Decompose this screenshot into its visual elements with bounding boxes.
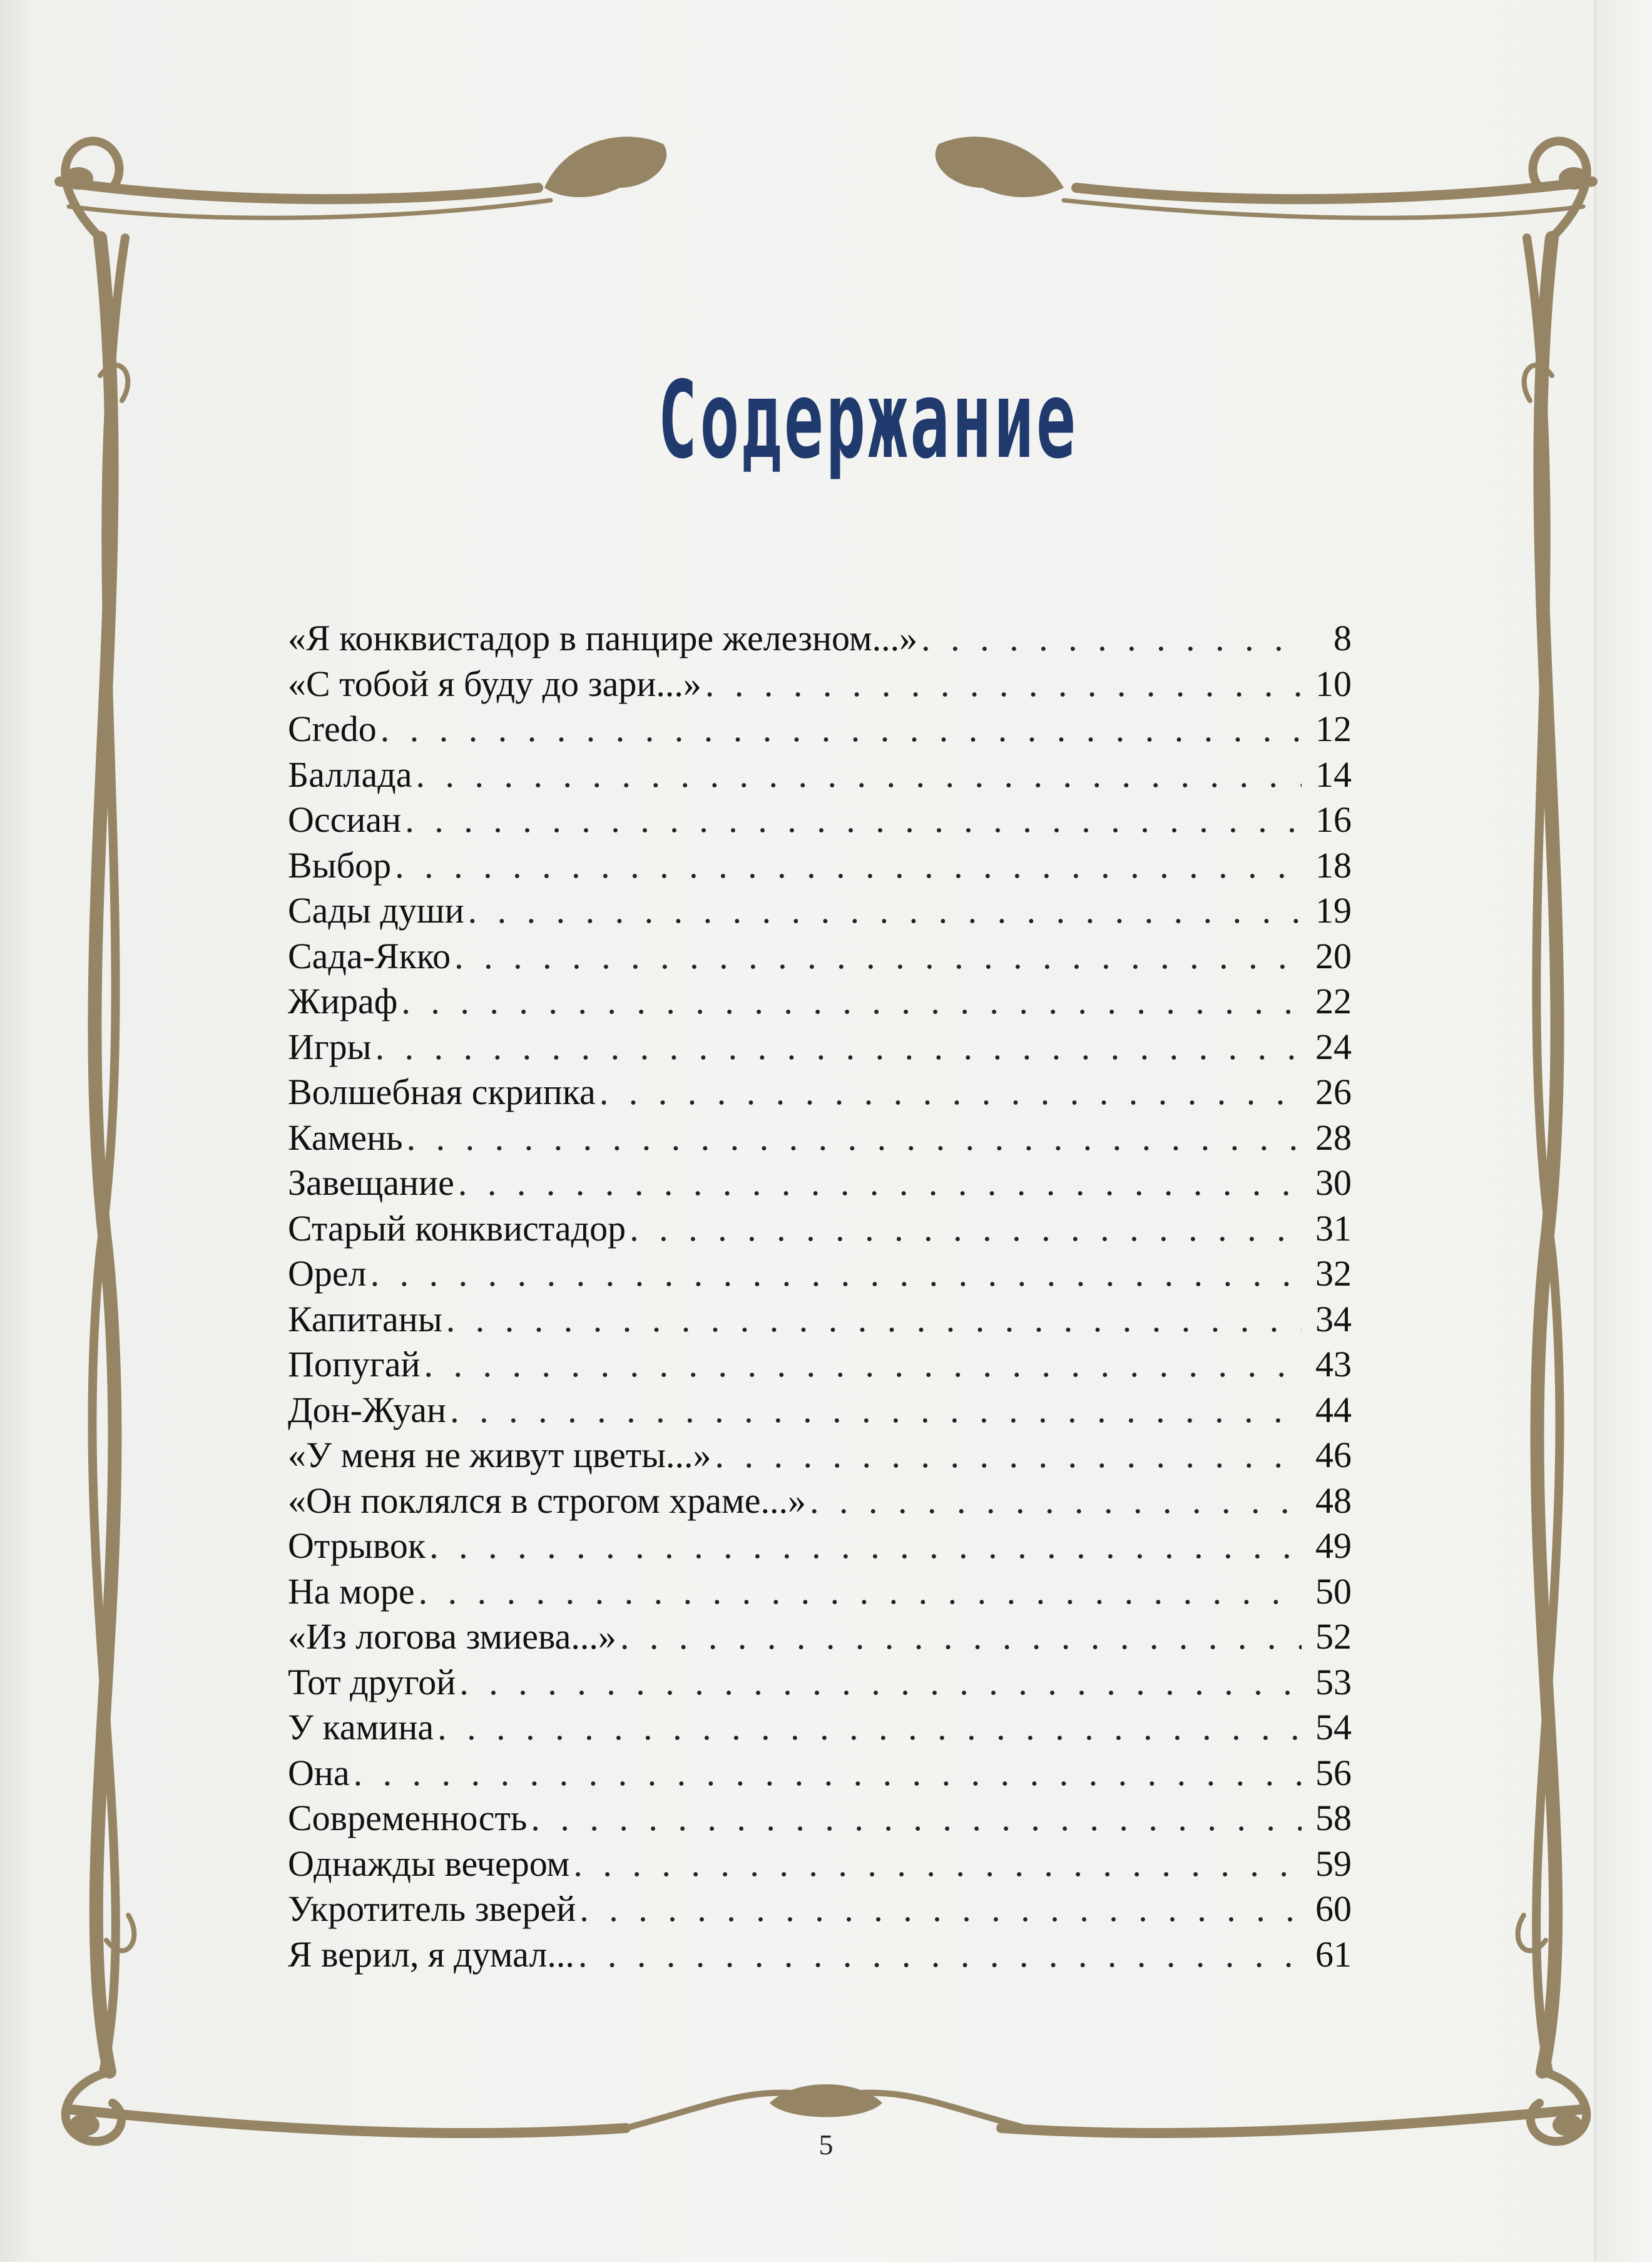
toc-entry[interactable] [288, 1252, 1352, 1298]
toc-entry-page: 46 [1315, 1435, 1352, 1475]
toc-entry-title: Credo [288, 709, 377, 749]
dot-leader [437, 1706, 1302, 1748]
toc-entry-page: 31 [1315, 1207, 1352, 1249]
dot-leader [416, 754, 1302, 796]
toc-entry-page: 49 [1315, 1525, 1352, 1566]
dot-leader [450, 1389, 1302, 1431]
toc-entry-page: 50 [1315, 1570, 1352, 1612]
toc-entry[interactable] [288, 1071, 1352, 1117]
dot-leader [620, 1615, 1302, 1657]
toc-entry-title: Современность [288, 1798, 528, 1838]
toc-entry[interactable] [288, 663, 1352, 709]
toc-entry-page: 18 [1315, 844, 1352, 886]
toc-entry-title: Баллада [288, 754, 412, 795]
toc-entry-title: «С тобой я буду до зари...» [288, 663, 701, 704]
frame-top-left-bar [59, 182, 538, 199]
toc-entry[interactable] [288, 1706, 1352, 1752]
toc-entry[interactable] [288, 1207, 1352, 1253]
dot-leader [429, 1525, 1302, 1567]
frame-bud-top-left [63, 167, 93, 190]
toc-entry[interactable] [288, 1117, 1352, 1162]
toc-entry[interactable] [288, 1797, 1352, 1843]
dot-leader [578, 1933, 1302, 1975]
page-number: 5 [818, 2129, 834, 2161]
toc-entry[interactable] [288, 1525, 1352, 1570]
toc-entry-title: «Он поклялся в строгом храме...» [288, 1480, 806, 1521]
toc-entry-page: 56 [1315, 1752, 1352, 1793]
toc-entry-title: На море [288, 1570, 415, 1612]
toc-entry-page: 14 [1315, 754, 1352, 795]
frame-bottom-left-bar [69, 2109, 626, 2133]
toc-entry-title: Капитаны [288, 1298, 442, 1339]
dot-leader [459, 1661, 1302, 1703]
frame-bud-bottom-left [69, 2114, 99, 2136]
dot-leader [599, 1071, 1302, 1113]
frame-bud-bottom-right [1553, 2114, 1583, 2136]
toc-entry[interactable] [288, 617, 1352, 663]
toc-entry-page: 16 [1315, 799, 1352, 840]
dot-leader [405, 799, 1302, 841]
toc-entry[interactable] [288, 754, 1352, 799]
dot-leader [810, 1480, 1302, 1522]
dot-leader [424, 1343, 1302, 1385]
toc-entry-title: Я верил, я думал... [288, 1933, 574, 1975]
toc-entry-title: Сада-Якко [288, 935, 451, 976]
toc-entry[interactable] [288, 889, 1352, 935]
dot-leader [407, 1117, 1302, 1159]
toc-entry-title: Игры [288, 1026, 372, 1067]
toc-entry-title: Орел [288, 1253, 367, 1294]
dot-leader [468, 889, 1302, 931]
toc-entry[interactable] [288, 980, 1352, 1026]
toc-entry[interactable] [288, 1843, 1352, 1888]
toc-entry[interactable] [288, 1661, 1352, 1707]
toc-entry-title: Волшебная скрипка [288, 1072, 596, 1112]
toc-entry-title: У камина [288, 1707, 434, 1748]
toc-entry[interactable] [288, 1480, 1352, 1525]
toc-entry-title: Камень [288, 1117, 403, 1158]
dot-leader [579, 1888, 1302, 1930]
toc-entry-title: «Я конквистадор в панцире железном...» [288, 618, 918, 658]
toc-entry[interactable] [288, 1343, 1352, 1389]
toc-entry-title: Сады души [288, 890, 464, 931]
toc-entry-title: Старый конквистадор [288, 1207, 626, 1249]
toc-entry-page: 22 [1315, 981, 1352, 1021]
toc-entry-page: 48 [1315, 1480, 1352, 1521]
toc-entry-page: 32 [1315, 1253, 1352, 1294]
frame-tendril-left-bottom [106, 1915, 134, 1951]
toc-entry[interactable] [288, 799, 1352, 844]
toc-entry[interactable] [288, 1615, 1352, 1661]
toc-entry[interactable] [288, 1434, 1352, 1480]
toc-entry-page: 28 [1315, 1117, 1352, 1158]
toc-entry-title: Она [288, 1752, 350, 1793]
toc-entry-page: 24 [1315, 1026, 1352, 1067]
dot-leader [630, 1207, 1302, 1249]
toc-entry-title: Попугай [288, 1344, 421, 1384]
dot-leader [401, 980, 1302, 1022]
dot-leader [531, 1797, 1302, 1839]
toc-entry-title: Выбор [288, 844, 392, 886]
toc-entry-page: 58 [1315, 1798, 1352, 1838]
dot-leader [446, 1298, 1302, 1340]
dot-leader [370, 1252, 1302, 1294]
toc-entry-title: Однажды вечером [288, 1843, 570, 1884]
toc-entry-page: 10 [1315, 663, 1352, 704]
frame-bottom-right-bar [1001, 2109, 1583, 2133]
toc-entry-page: 26 [1315, 1072, 1352, 1112]
frame-leaf-top-right [936, 136, 1064, 197]
toc-entry-page: 54 [1315, 1707, 1352, 1748]
toc-entry-page: 19 [1315, 890, 1352, 931]
toc-entry[interactable] [288, 1888, 1352, 1933]
toc-entry-title: Завещание [288, 1162, 454, 1203]
toc-entry[interactable] [288, 1752, 1352, 1798]
toc-entry[interactable] [288, 1026, 1352, 1072]
toc-entry[interactable] [288, 844, 1352, 890]
frame-tendril-right-bottom [1518, 1915, 1546, 1951]
toc-entry-page: 12 [1315, 709, 1352, 749]
toc-entry-title: «Из логова змиева...» [288, 1616, 616, 1657]
toc-entry-page: 44 [1315, 1389, 1352, 1430]
toc-entry[interactable] [288, 1389, 1352, 1435]
toc-entry[interactable] [288, 1570, 1352, 1616]
frame-leaf-bottom-center [770, 2084, 882, 2117]
frame-bud-top-right [1559, 167, 1589, 190]
toc-entry-page: 53 [1315, 1661, 1352, 1702]
dot-leader [921, 617, 1302, 659]
dot-leader [395, 844, 1302, 886]
dot-leader [375, 1026, 1302, 1068]
toc-entry-title: Тот другой [288, 1661, 456, 1702]
toc-entry-page: 8 [1333, 618, 1352, 658]
dot-leader [705, 663, 1302, 705]
toc-entry-title: Отрывок [288, 1525, 426, 1566]
toc-entry-page: 60 [1315, 1888, 1352, 1929]
page-title: Содержание [658, 359, 1078, 483]
toc-entry-title: Оссиан [288, 799, 402, 840]
toc-entry-page: 34 [1315, 1298, 1352, 1339]
dot-leader [573, 1843, 1302, 1885]
dot-leader [419, 1570, 1302, 1612]
frame-top-right-bar [1076, 182, 1593, 199]
toc-entry-title: Укротитель зверей [288, 1888, 576, 1929]
table-of-contents [288, 617, 1352, 1978]
dot-leader [380, 708, 1302, 750]
toc-entry-page: 61 [1315, 1933, 1352, 1975]
toc-entry[interactable] [288, 708, 1352, 754]
toc-entry[interactable] [288, 1298, 1352, 1344]
dot-leader [354, 1752, 1302, 1794]
toc-entry-page: 43 [1315, 1344, 1352, 1384]
toc-entry-title: Дон-Жуан [288, 1389, 447, 1430]
toc-entry[interactable] [288, 935, 1352, 981]
dot-leader [715, 1434, 1302, 1476]
toc-entry[interactable] [288, 1933, 1352, 1979]
toc-entry-title: «У меня не живут цветы...» [288, 1435, 711, 1475]
toc-entry-page: 59 [1315, 1843, 1352, 1884]
toc-entry[interactable] [288, 1162, 1352, 1207]
toc-entry-page: 30 [1315, 1162, 1352, 1203]
toc-entry-page: 20 [1315, 935, 1352, 976]
frame-leaf-top-left [544, 136, 666, 197]
toc-entry-title: Жираф [288, 981, 398, 1021]
dot-leader [458, 1162, 1302, 1204]
dot-leader [454, 935, 1302, 977]
toc-entry-page: 52 [1315, 1616, 1352, 1657]
